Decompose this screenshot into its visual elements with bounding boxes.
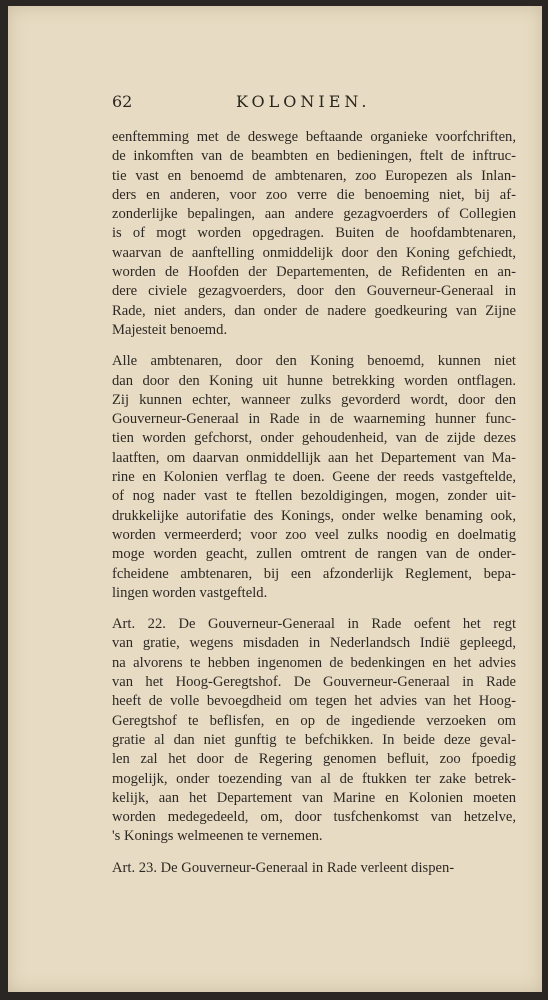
book-page xyxy=(8,6,542,992)
paragraph-gap xyxy=(112,603,516,615)
page-number: 62 xyxy=(112,92,133,111)
text-line: waarvan de aanftelling onmiddelijk door den Koning gefchiedt, xyxy=(112,244,516,261)
text-line: eenftemming met de deswege beftaande organieke voorfchriften, xyxy=(112,129,516,145)
text-line: moge worden geacht, zullen omtrent de rangen van de onder- xyxy=(112,546,516,563)
text-line: mogelijk, onder toezending van al de ftukken ter zake betrek- xyxy=(112,770,516,787)
text-line: of nog nader vast te ftellen bezoldigingen, mogen, zonder uit- xyxy=(112,488,516,505)
text-line: lingen worden vastgefteld. xyxy=(112,584,268,601)
text-line: dere civiele gezagvoerders, door den Gouverneur-Generaal in xyxy=(112,283,516,300)
paragraph-gap xyxy=(112,847,516,859)
text-line: rine en Kolonien verflag te doen. Geene der reeds vastgeftelde, xyxy=(112,469,516,486)
text-line: dan door den Koning uit hunne betrekking worden ontflagen. xyxy=(112,372,516,389)
text-line: worden vermeerderd; voor zoo veel zulks noodig en doelmatig xyxy=(112,526,516,543)
text-line: zonderlijke bepalingen, aan andere gezagvoerders of Collegien xyxy=(112,206,516,223)
running-title: KOLONIEN. xyxy=(236,92,371,111)
text-line: laatften, om daarvan onmiddellijk aan het Departement van Ma- xyxy=(112,449,516,466)
body-text xyxy=(112,128,516,878)
text-line: gratie al dan niet gunftig te befchikken. In beide deze geval- xyxy=(112,731,516,748)
paragraph xyxy=(112,128,516,340)
page-header xyxy=(8,92,542,118)
text-line: Majesteit benoemd. xyxy=(112,321,228,338)
paragraph xyxy=(112,352,516,603)
text-line: drukkelijke autorifatie des Konings, onder welke benaming ook, xyxy=(112,507,516,524)
text-line: worden medegedeeld, om, door tusfchenkomst van hetzelve, xyxy=(112,809,516,826)
text-line: kelijk, aan het Departement van Marine en Kolonien moeten xyxy=(112,789,516,806)
text-line: fcheidene ambtenaren, bij een afzonderlijk Reglement, bepa- xyxy=(112,565,516,582)
text-line: Zij kunnen echter, wanneer zulks gevorderd wordt, door den xyxy=(112,391,516,408)
text-line: is of mogt worden opgedragen. Buiten de hoofdambtenaren, xyxy=(112,225,516,242)
text-line: tie vast en benoemd de ambtenaren, zoo Europezen als Inlan- xyxy=(112,167,516,184)
text-line: 's Konings welmeenen te vernemen. xyxy=(112,828,323,845)
text-line: Rade, niet anders, dan onder de nadere goedkeuring van Zijne xyxy=(112,302,516,319)
text-line: Art. 22. De Gouverneur-Generaal in Rade oefent het regt xyxy=(112,616,516,633)
text-line: van gratie, wegens misdaden in Nederlandsch Indië gepleegd, xyxy=(112,635,516,652)
text-line: de inkomften van de beambten en bedieningen, ftelt de inftruc- xyxy=(112,148,516,165)
text-line: worden de Hoofden der Departementen, de Refidenten en an- xyxy=(112,264,516,281)
text-line: Geregtshof te beflisfen, en op de ingediende verzoeken om xyxy=(112,712,516,729)
text-line: Art. 23. De Gouverneur-Generaal in Rade verleent dispen- xyxy=(112,859,455,876)
text-line: Alle ambtenaren, door den Koning benoemd, kunnen niet xyxy=(112,353,516,370)
text-line: Gouverneur-Generaal in Rade in de waarneming hunner func- xyxy=(112,411,516,428)
paragraph xyxy=(112,615,516,847)
text-line: heeft de volle bevoegdheid om tegen het advies van het Hoog- xyxy=(112,693,516,710)
text-line: van het Hoog-Geregtshof. De Gouverneur-Generaal in Rade xyxy=(112,674,516,691)
text-line: len zal het door de Regering genomen befluit, zoo fpoedig xyxy=(112,751,516,768)
paragraph xyxy=(112,859,516,878)
text-line: ders en anderen, voor zoo verre die benoeming niet, bij af- xyxy=(112,186,516,203)
paragraph-gap xyxy=(112,340,516,352)
text-line: tien worden gefchorst, onder gehoudenheid, van de zijde dezes xyxy=(112,430,516,447)
text-line: na alvorens te hebben ingenomen de bedenkingen en het advies xyxy=(112,654,516,671)
